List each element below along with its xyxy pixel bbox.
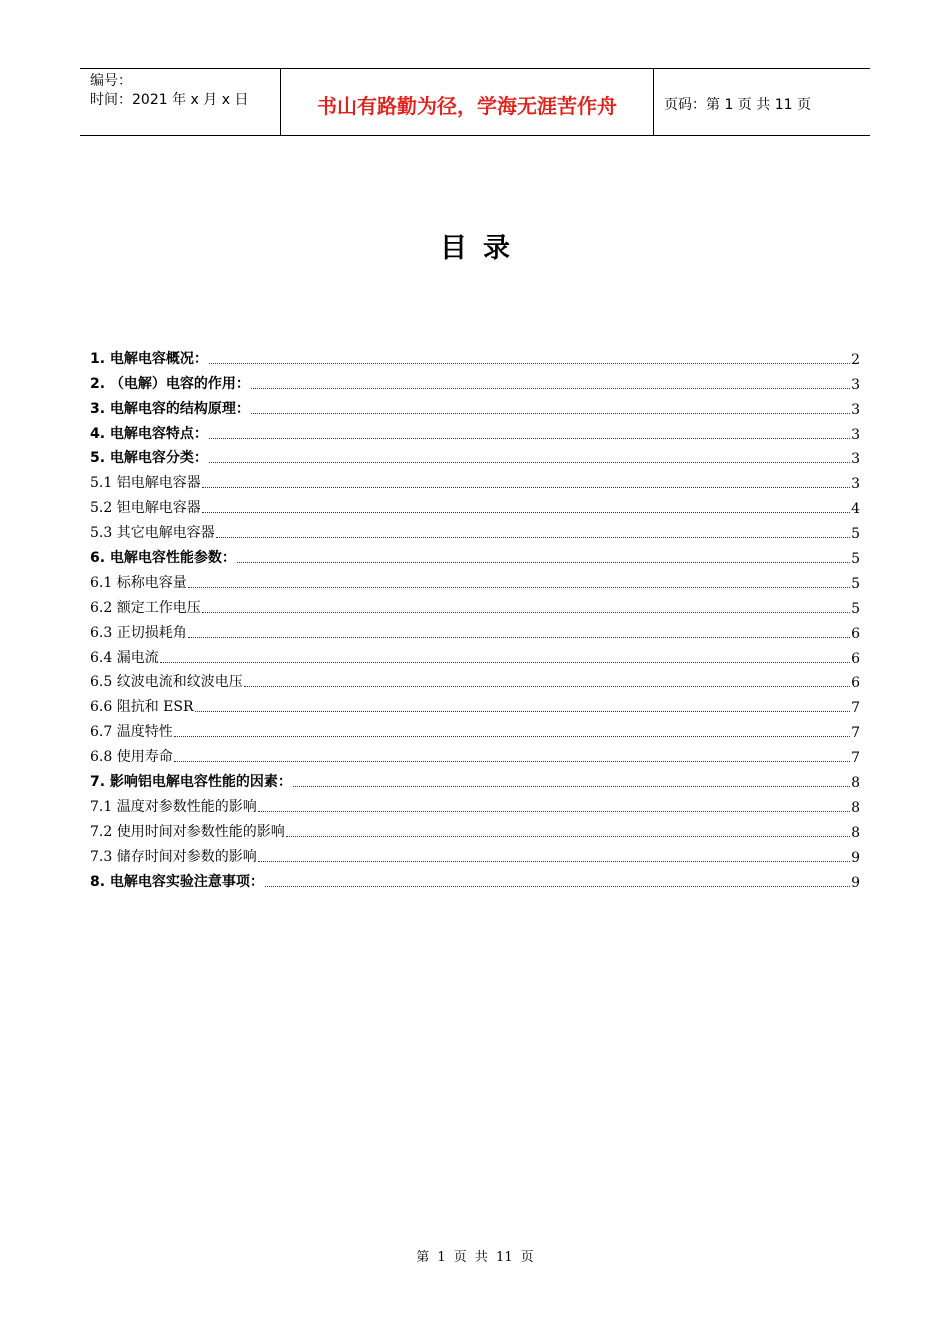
toc-leader-dots [244, 685, 850, 687]
toc-leader-dots [265, 885, 850, 887]
toc-leader-dots [160, 661, 850, 663]
page-header [80, 68, 870, 136]
toc-leader-dots [202, 611, 850, 613]
toc-entry-page: 4 [851, 501, 860, 518]
toc-leader-dots [209, 362, 850, 364]
toc-entry-page: 7 [851, 725, 860, 742]
toc-entry-text: 6.4 漏电流 [90, 649, 159, 666]
header-number-label: 编号： [90, 73, 132, 89]
toc-entry[interactable] [90, 393, 860, 418]
toc-leader-dots [188, 636, 850, 638]
header-motto: 书山有路勤为径，学海无涯苦作舟 [281, 69, 654, 135]
toc-leader-dots [202, 486, 850, 488]
toc-entry-text: 6.1 标称电容量 [90, 574, 187, 591]
toc-entry-page: 8 [851, 824, 860, 841]
toc-entry[interactable] [90, 542, 860, 567]
header-meta [80, 69, 281, 135]
toc-entry[interactable] [90, 766, 860, 791]
toc-leader-dots [195, 710, 851, 712]
toc-entry-text: 4. 电解电容特点： [90, 425, 208, 442]
toc-entry-page: 3 [851, 376, 860, 393]
toc-entry-page: 3 [851, 476, 860, 493]
table-of-contents [90, 343, 860, 891]
toc-entry[interactable] [90, 492, 860, 517]
toc-entry-text: 6.7 温度特性 [90, 724, 173, 741]
toc-entry-page: 6 [851, 650, 860, 667]
toc-entry[interactable] [90, 443, 860, 468]
toc-entry-text: 5.2 钽电解电容器 [90, 500, 201, 517]
toc-entry[interactable] [90, 741, 860, 766]
header-date-label: 时间：2021 年 x 月 x 日 [90, 92, 249, 108]
toc-entry-page: 5 [851, 575, 860, 592]
toc-leader-dots [237, 561, 850, 563]
toc-entry-text: 7. 影响铝电解电容性能的因素： [90, 774, 292, 791]
toc-entry-text: 6.3 正切损耗角 [90, 624, 187, 641]
toc-entry-page: 6 [851, 625, 860, 642]
toc-entry-page: 7 [851, 750, 860, 767]
toc-leader-dots [258, 810, 850, 812]
toc-entry-page: 3 [851, 401, 860, 418]
toc-entry-text: 8. 电解电容实验注意事项： [90, 873, 264, 890]
toc-entry-page: 6 [851, 675, 860, 692]
toc-entry[interactable] [90, 791, 860, 816]
toc-leader-dots [293, 785, 850, 787]
toc-entry-text: 6.5 纹波电流和纹波电压 [90, 674, 243, 691]
toc-title: 目录 [440, 233, 526, 264]
toc-entry[interactable] [90, 716, 860, 741]
toc-leader-dots [174, 735, 850, 737]
toc-entry[interactable] [90, 567, 860, 592]
header-page-info: 页码：第 1 页 共 11 页 [664, 97, 811, 113]
toc-entry[interactable] [90, 691, 860, 716]
toc-entry-text: 7.2 使用时间对参数性能的影响 [90, 823, 285, 840]
toc-entry-page: 5 [851, 551, 860, 568]
toc-entry[interactable] [90, 667, 860, 692]
toc-entry-page: 2 [851, 351, 860, 368]
toc-entry[interactable] [90, 816, 860, 841]
toc-leader-dots [258, 860, 850, 862]
toc-entry[interactable] [90, 841, 860, 866]
toc-entry-text: 5.3 其它电解电容器 [90, 525, 215, 542]
toc-leader-dots [251, 412, 850, 414]
toc-entry-text: 5.1 铝电解电容器 [90, 475, 201, 492]
toc-leader-dots [209, 437, 850, 439]
toc-leader-dots [188, 586, 850, 588]
toc-entry-text: 2. （电解）电容的作用： [90, 375, 250, 392]
toc-entry-page: 5 [851, 526, 860, 543]
page-footer: 第 1 页 共 11 页 [416, 1250, 534, 1265]
toc-entry-text: 6.6 阻抗和 ESR [90, 699, 194, 716]
toc-entry-page: 8 [851, 799, 860, 816]
toc-entry-page: 9 [851, 849, 860, 866]
toc-leader-dots [174, 760, 850, 762]
toc-entry-text: 5. 电解电容分类： [90, 450, 208, 467]
toc-leader-dots [251, 387, 850, 389]
toc-leader-dots [286, 835, 850, 837]
toc-entry-text: 7.3 储存时间对参数的影响 [90, 848, 257, 865]
toc-entry-text: 6. 电解电容性能参数： [90, 550, 236, 567]
toc-entry-page: 3 [851, 426, 860, 443]
toc-entry[interactable] [90, 467, 860, 492]
toc-leader-dots [216, 536, 850, 538]
toc-entry-page: 5 [851, 600, 860, 617]
toc-entry-text: 3. 电解电容的结构原理： [90, 400, 250, 417]
toc-entry[interactable] [90, 866, 860, 891]
toc-entry-text: 6.8 使用寿命 [90, 749, 173, 766]
toc-entry[interactable] [90, 418, 860, 443]
toc-entry[interactable] [90, 617, 860, 642]
toc-entry[interactable] [90, 368, 860, 393]
toc-entry-page: 8 [851, 775, 860, 792]
toc-entry[interactable] [90, 592, 860, 617]
toc-entry-page: 7 [851, 700, 860, 717]
toc-leader-dots [209, 461, 850, 463]
toc-entry-text: 1. 电解电容概况： [90, 350, 208, 367]
toc-entry-text: 6.2 额定工作电压 [90, 599, 201, 616]
toc-entry-text: 7.1 温度对参数性能的影响 [90, 798, 257, 815]
toc-entry[interactable] [90, 517, 860, 542]
toc-entry[interactable] [90, 642, 860, 667]
toc-entry[interactable] [90, 343, 860, 368]
toc-entry-page: 3 [851, 451, 860, 468]
toc-entry-page: 9 [851, 874, 860, 891]
toc-leader-dots [202, 511, 850, 513]
